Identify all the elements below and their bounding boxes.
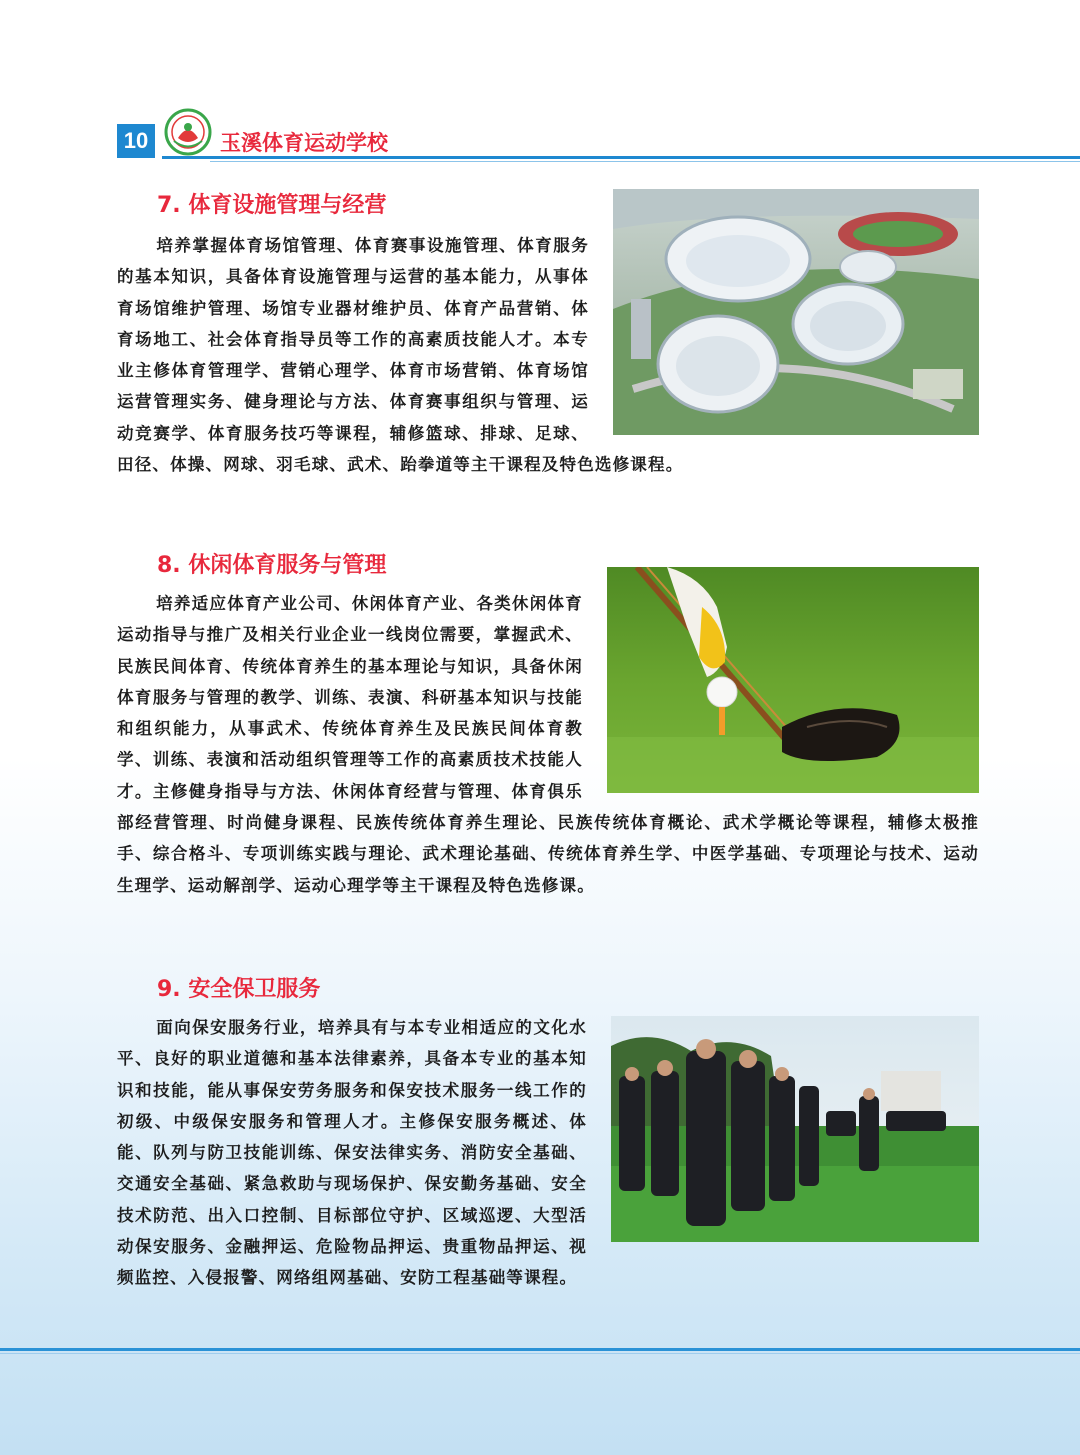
section-body	[117, 588, 979, 901]
security-image	[611, 1016, 979, 1242]
security-guards-training-photo	[611, 1016, 979, 1242]
golf-image	[607, 567, 979, 793]
section-body	[117, 1012, 979, 1294]
header-divider-thin	[210, 161, 1080, 162]
section-body-text: 培养掌握体育场馆管理、体育赛事设施管理、体育服务的基本知识，具备体育设施管理与运营的基本能力，从事体育场馆维护管理、场馆专业器材维护员、体育产品营销、体育场地工、社会体育指导员等工作的高素质技能人才。本专业主修体育管理学、营销心理学、体育市场营销、体育场馆运营管理实务、健身理论与方法、体育赛事组织与管理、运动竞赛学、体育服务技巧等课程，辅修篮球、排球、足球、田径、体操、网球、羽毛球、武术、跆拳道等主干课程及特色选修课程。	[117, 236, 684, 475]
header-divider	[162, 156, 1080, 159]
section-body-text: 培养适应体育产业公司、休闲体育产业、各类休闲体育运动指导与推广及相关行业企业一线岗位需要，掌握武术、民族民间体育、传统体育养生的基本理论与知识，具备休闲体育服务与管理的教学、训练、表演、科研基本知识与技能和组织能力，从事武术、传统体育养生及民族民间体育教学、训练、表演和活动组织管理等工作的高素质技术技能人才。主修健身指导与方法、休闲体育经营与管理、体育俱乐部经营管理、时尚健身课程、民族传统体育养生理论、民族传统体育概论、武术学概论等课程，辅修太极推手、综合格斗、专项训练实践与理论、武术理论基础、传统体育养生学、中医学基础、专项理论与技术、运动生理学、运动解剖学、运动心理学等主干课程及特色选修课。	[117, 594, 979, 895]
footer-divider-thin	[0, 1353, 1080, 1354]
section-body-text: 面向保安服务行业，培养具有与本专业相适应的文化水平、良好的职业道德和基本法律素养，具备本专业的基本知识和技能，能从事保安劳务服务和保安技术服务一线工作的初级、中级保安服务和管理人才。主修保安服务概述、体能、队列与防卫技能训练、保安法律实务、消防安全基础、交通安全基础、紧急救助与现场保护、保安勤务基础、安全技术防范、出入口控制、目标部位守护、区域巡逻、大型活动保安服务、金融押运、危险物品押运、贵重物品押运、视频监控、入侵报警、网络组网基础、安防工程基础等课程。	[117, 1018, 587, 1288]
section-title: 9. 安全保卫服务	[157, 977, 321, 1002]
section-body	[117, 230, 979, 480]
stadium-aerial-photo	[613, 189, 979, 435]
page-number: 10	[117, 124, 155, 158]
school-emblem-icon	[164, 108, 212, 156]
section-title: 7. 体育设施管理与经营	[157, 193, 387, 218]
golf-tee-photo	[607, 567, 979, 793]
footer-divider	[0, 1348, 1080, 1351]
stadium-image	[613, 189, 979, 435]
school-name: 玉溪体育运动学校	[220, 131, 388, 155]
page-header	[0, 0, 1080, 170]
section-title: 8. 休闲体育服务与管理	[157, 553, 387, 578]
